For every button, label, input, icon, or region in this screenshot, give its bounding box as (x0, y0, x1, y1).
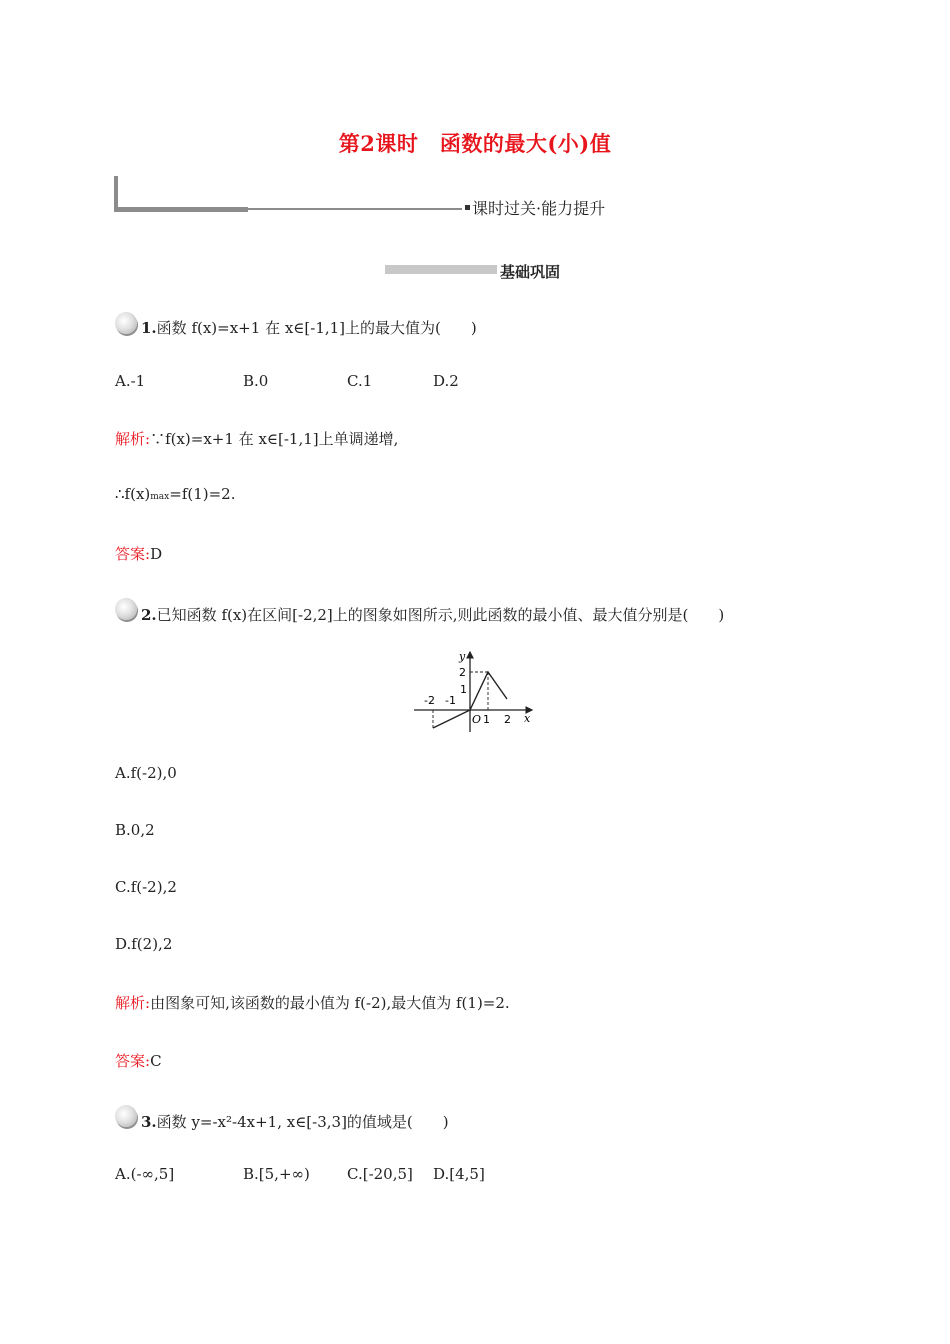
x-tick-neg1: -1 (445, 694, 456, 707)
section-title: 基础巩固 (500, 263, 561, 281)
q2-option-a: A.f(-2),0 (115, 764, 177, 782)
question-number: 2. (141, 606, 157, 624)
question-bullet-icon (115, 312, 137, 334)
answer-label: 答案: (115, 545, 151, 563)
question-bullet-icon (115, 1105, 137, 1127)
question-number: 3. (141, 1113, 157, 1131)
origin-label: O (472, 713, 482, 726)
y-tick-2: 2 (459, 666, 466, 679)
header-square-icon (465, 205, 470, 210)
y-tick-1: 1 (460, 683, 467, 696)
q1-option-b: B.0 (243, 372, 269, 390)
q3-option-b: B.[5,+∞) (243, 1165, 310, 1183)
q2-option-c: C.f(-2),2 (115, 878, 177, 896)
q1-option-d: D.2 (433, 372, 459, 390)
analysis-line2-suffix: =f(1)=2. (169, 485, 236, 503)
analysis-label: 解析: (115, 430, 151, 448)
question-number: 1. (141, 319, 157, 337)
q3-option-d: D.[4,5] (433, 1165, 485, 1183)
q1-option-c: C.1 (347, 372, 373, 390)
q2-analysis (115, 992, 510, 1013)
header-rule (248, 208, 462, 210)
x-axis-label: x (524, 712, 531, 725)
function-graph (410, 648, 540, 734)
question-2 (141, 604, 724, 625)
section-bar (385, 265, 497, 274)
question-stem: 函数 f(x)=x+1 在 x∈[-1,1]上的最大值为( ) (156, 319, 477, 337)
question-3 (141, 1111, 449, 1132)
q1-option-a: A.-1 (115, 372, 146, 390)
x-tick-1: 1 (483, 713, 490, 726)
x-tick-neg2: -2 (424, 694, 435, 707)
question-stem: 已知函数 f(x)在区间[-2,2]上的图象如图所示,则此函数的最小值、最大值分别是( ) (156, 606, 725, 624)
header-label: 课时过关·能力提升 (472, 199, 606, 218)
q2-option-d: D.f(2),2 (115, 935, 173, 953)
q1-analysis (115, 428, 398, 449)
analysis-label: 解析: (115, 994, 151, 1012)
q3-option-c: C.[-20,5] (347, 1165, 413, 1183)
q2-answer (115, 1050, 162, 1071)
answer-value: C (150, 1052, 162, 1070)
y-axis-label: y (459, 650, 466, 663)
answer-label: 答案: (115, 1052, 151, 1070)
question-stem: 函数 y=-x²-4x+1, x∈[-3,3]的值域是( ) (156, 1113, 449, 1131)
q3-option-a: A.(-∞,5] (115, 1165, 175, 1183)
question-1 (141, 317, 477, 338)
x-tick-2: 2 (504, 713, 511, 726)
header-bracket-horizontal (114, 207, 248, 212)
analysis-line2-prefix: ∴f(x) (115, 485, 151, 503)
answer-value: D (150, 545, 163, 563)
q1-answer (115, 543, 162, 564)
q1-analysis-line2 (115, 485, 236, 503)
analysis-line2-sub: max (150, 492, 170, 502)
lesson-title: 第2课时 函数的最大(小)值 (338, 131, 612, 156)
analysis-text: 由图象可知,该函数的最小值为 f(-2),最大值为 f(1)=2. (150, 994, 510, 1012)
question-bullet-icon (115, 598, 137, 620)
analysis-text: ∵f(x)=x+1 在 x∈[-1,1]上单调递增, (150, 430, 399, 448)
q2-option-b: B.0,2 (115, 821, 155, 839)
